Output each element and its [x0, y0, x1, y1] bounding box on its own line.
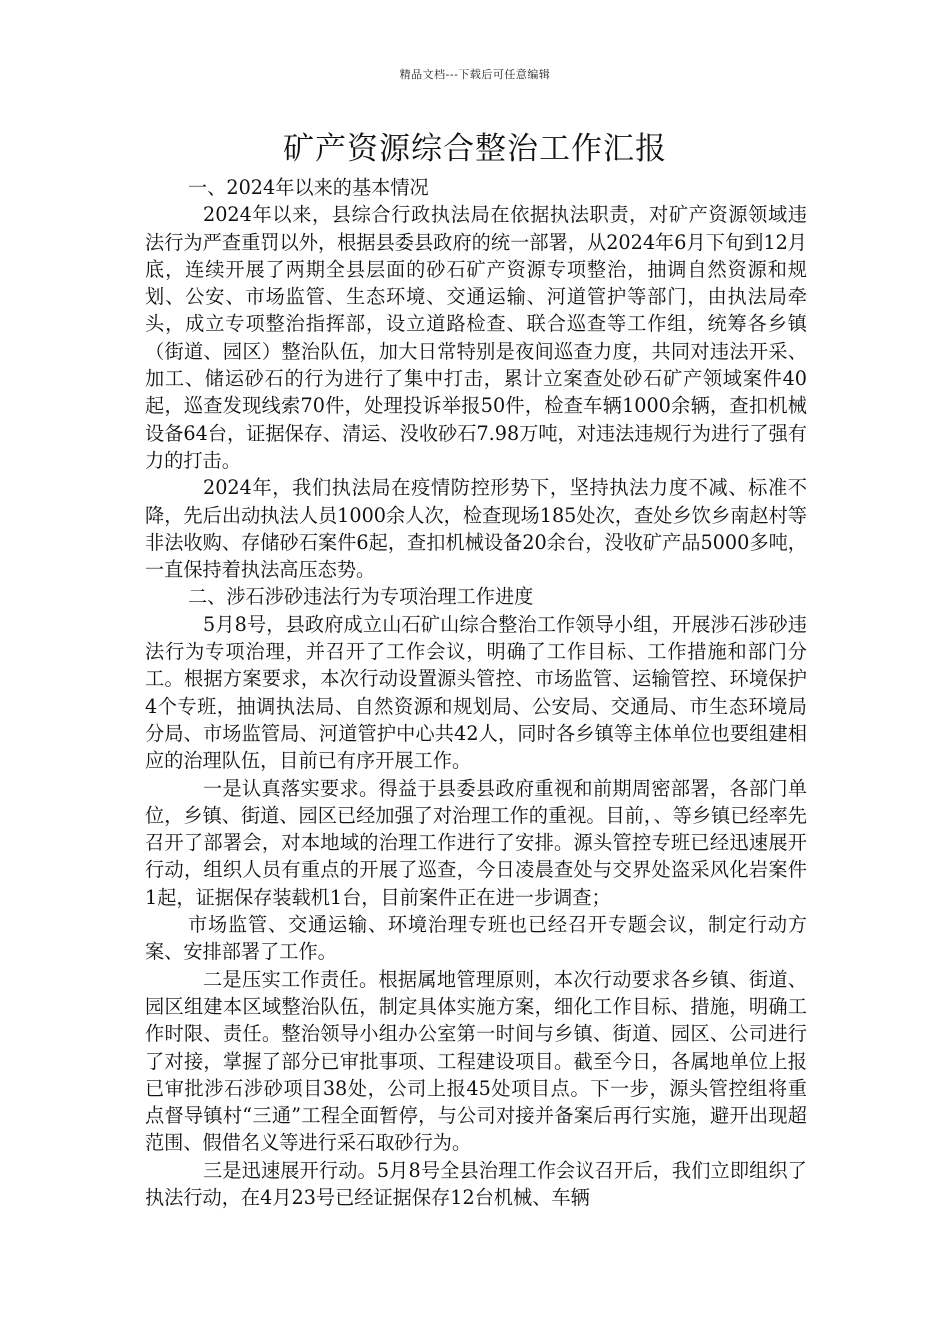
header-note: 精品文档---下载后可任意编辑: [399, 68, 551, 81]
body-paragraph: 市场监管、交通运输、环境治理专班也已经召开专题会议，制定行动方案、安排部署了工作。: [145, 913, 807, 964]
body-paragraph: 一是认真落实要求。得益于县委县政府重视和前期周密部署，各部门单位，乡镇、街道、园区已经加强了对治理工作的重视。目前，、等乡镇已经率先召开了部署会，对本地域的治理工作进行了安排。源头管控专班已经迅速展开行动，组织人员有重点的开展了巡查，今日凌晨查处与交界处盗采风化岩案件1起，证据保存装载机1台，目前案件正在进一步调查；: [145, 776, 807, 909]
body-paragraph: 二是压实工作责任。根据属地管理原则，本次行动要求各乡镇、街道、园区组建本区域整治队伍，制定具体实施方案，细化工作目标、措施，明确工作时限、责任。整治领导小组办公室第一时间与乡镇、街道、园区、公司进行了对接，掌握了部分已审批事项、工程建设项目。截至今日，各属地单位上报已审批涉石涉砂项目38处，公司上报45处项目点。下一步，源头管控组将重点督导镇村“三通”工程全面暂停，与公司对接并备案后再行实施，避开出现超范围、假借名义等进行采石取砂行为。: [145, 967, 807, 1155]
body-paragraph: 2024年以来，县综合行政执法局在依据执法职责，对矿产资源领域违法行为严查重罚以外，根据县委县政府的统一部署，从2024年6月下旬到12月底，连续开展了两期全县层面的砂石矿产资源专项整治，抽调自然资源和规划、公安、市场监管、生态环境、交通运输、河道管护等部门，由执法局牵头，成立专项整治指挥部，设立道路检查、联合巡查等工作组，统筹各乡镇（街道、园区）整治队伍，加大日常特别是夜间巡查力度，共同对违法开采、加工、储运砂石的行为进行了集中打击，累计立案查处砂石矿产领域案件40起，巡查发现线索70件，处理投诉举报50件，检查车辆1000余辆，查扣机械设备64台，证据保存、清运、没收砂石7.98万吨，对违法违规行为进行了强有力的打击。: [145, 203, 807, 472]
body-paragraph: 2024年，我们执法局在疫情防控形势下，坚持执法力度不减、标准不降，先后出动执法人员1000余人次，检查现场185处次，查处乡饮乡南赵村等非法收购、存储砂石案件6起，查扣机械设备20余台，没收矿产品5000多吨，一直保持着执法高压态势。: [145, 476, 807, 582]
section-heading-1: 一、2024年以来的基本情况: [188, 176, 429, 199]
body-paragraph: 三是迅速展开行动。5月8号全县治理工作会议召开后，我们立即组织了执法行动，在4月23号已经证据保存12台机械、车辆: [145, 1158, 807, 1209]
body-paragraph: 5月8号，县政府成立山石矿山综合整治工作领导小组，开展涉石涉砂违法行为专项治理，并召开了工作会议，明确了工作目标、工作措施和部门分工。根据方案要求，本次行动设置源头管控、市场监管、运输管控、环境保护4个专班，抽调执法局、自然资源和规划局、公安局、交通局、市生态环境局分局、市场监管局、河道管护中心共42人，同时各乡镇等主体单位也要组建相应的治理队伍，目前已有序开展工作。: [145, 612, 807, 773]
section-heading-2: 二、涉石涉砂违法行为专项治理工作进度: [188, 585, 534, 609]
document-body: [145, 174, 807, 1211]
document-title: 矿产资源综合整治工作汇报: [283, 131, 667, 167]
